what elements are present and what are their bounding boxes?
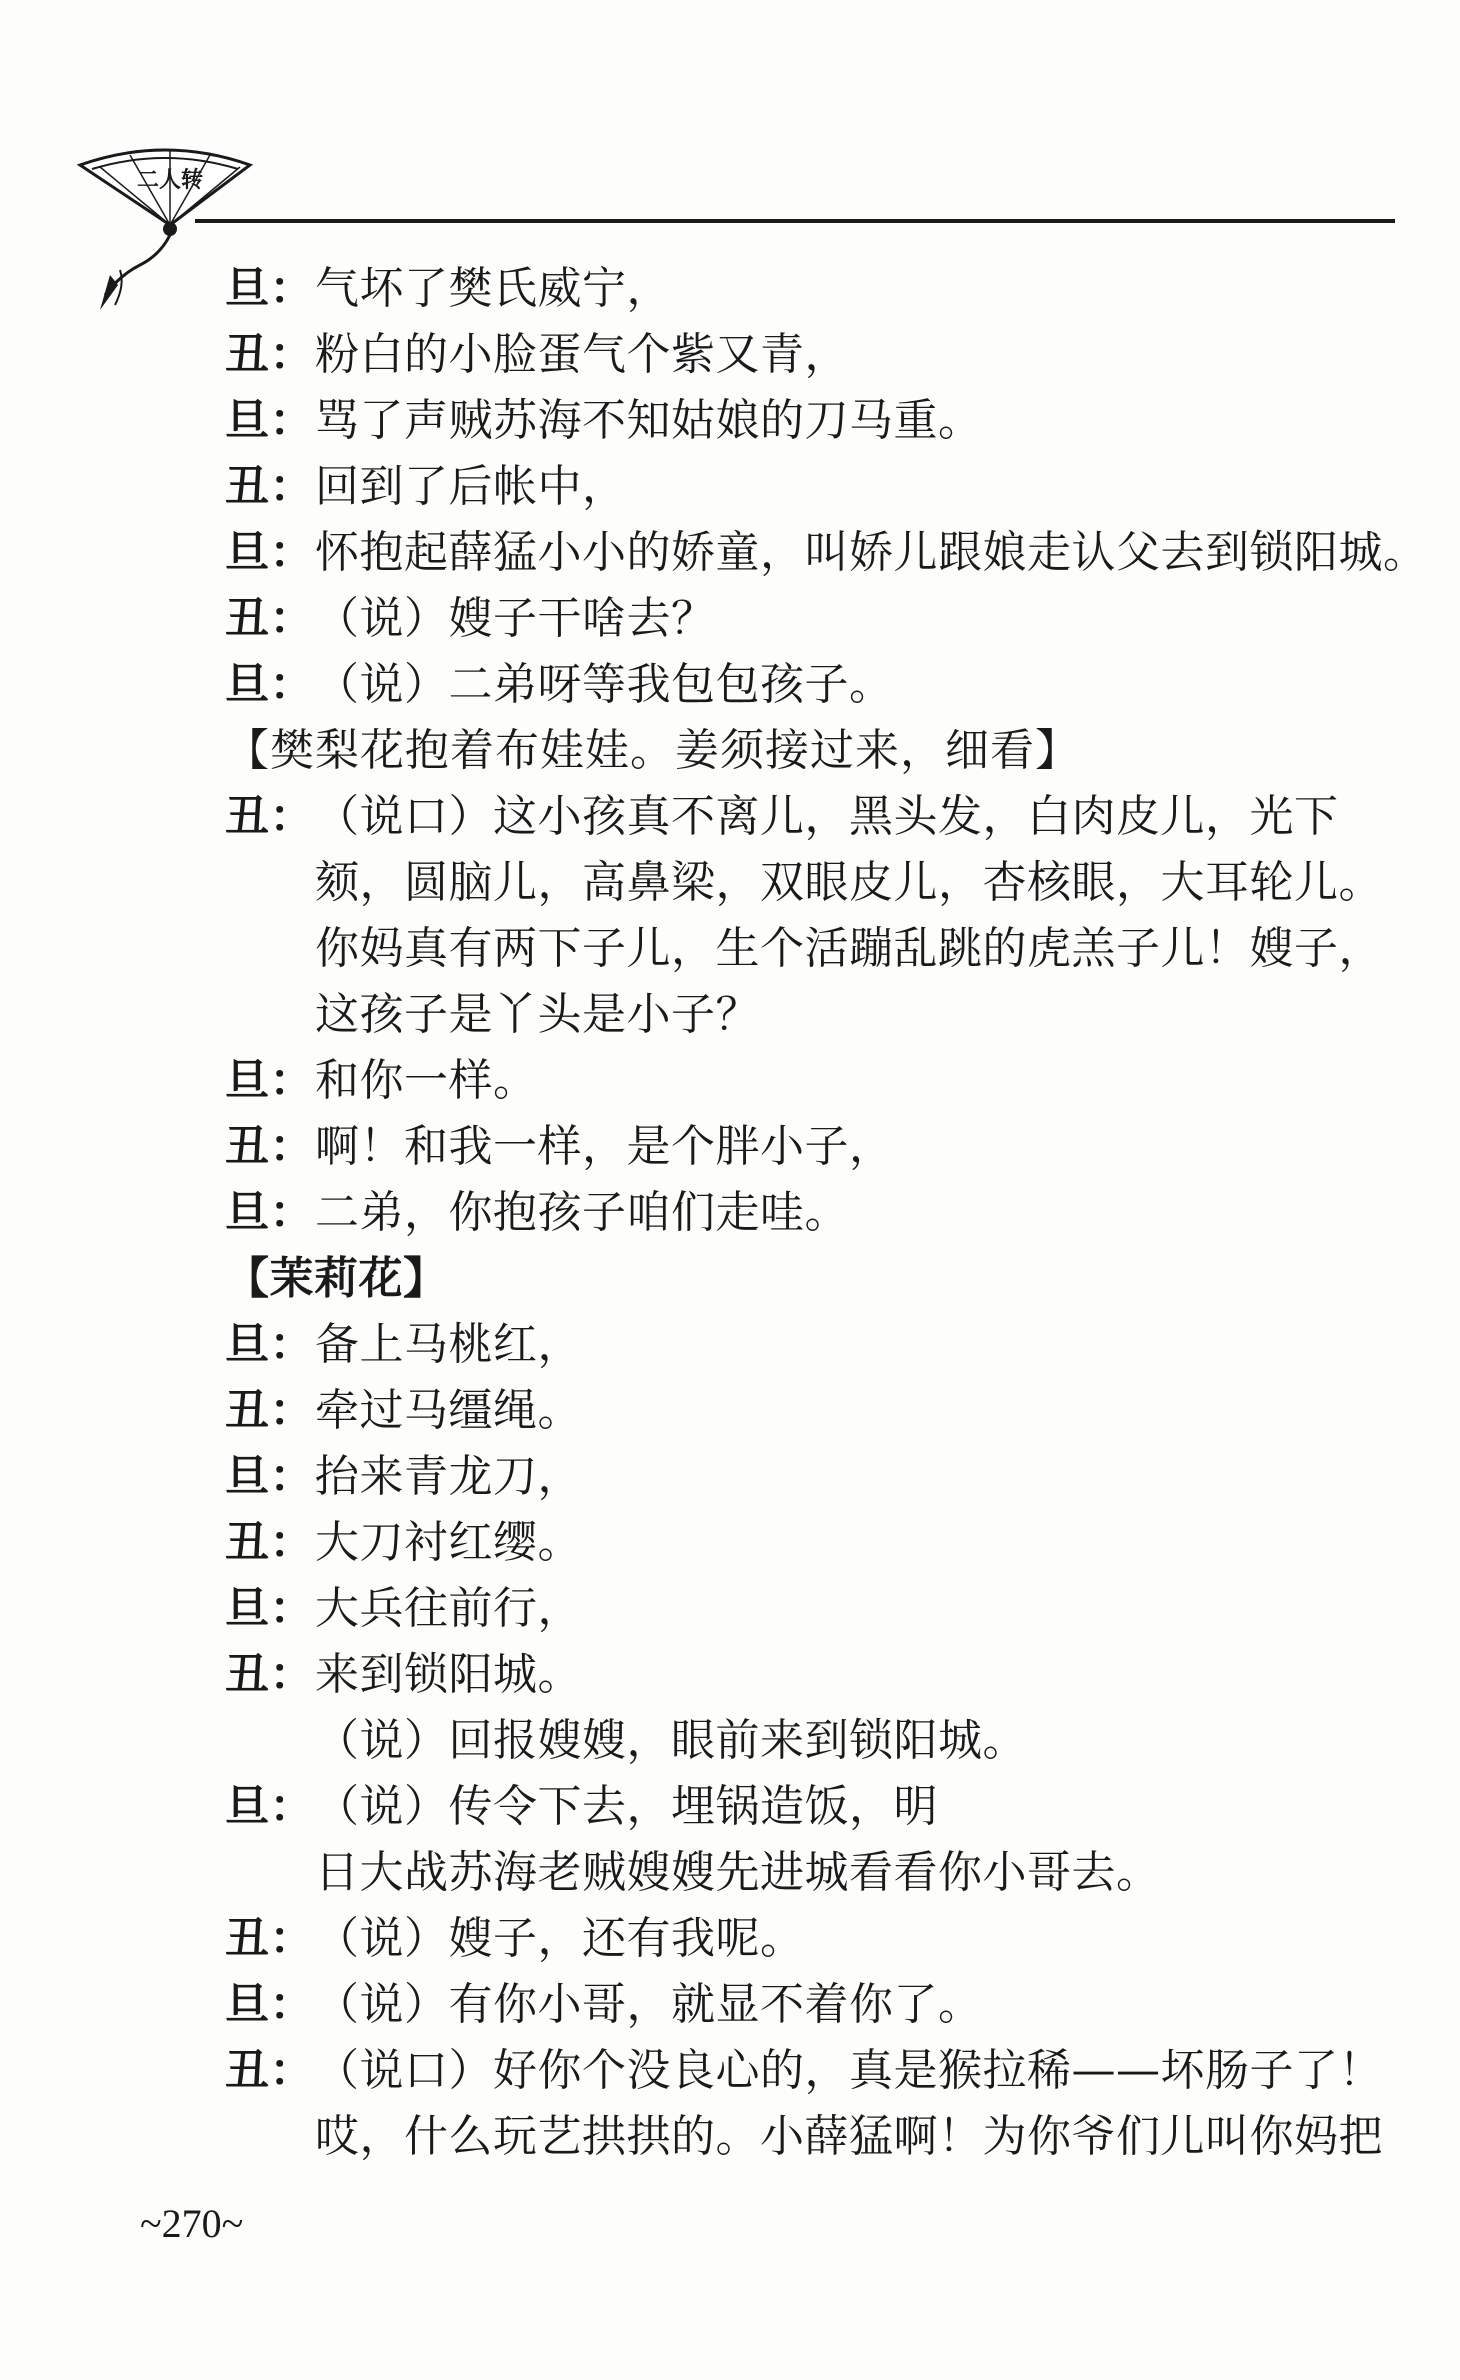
dialogue-line — [225, 1972, 1405, 2038]
dialogue-line — [225, 388, 1405, 454]
dialogue-text: 啊！和我一样，是个胖小子， — [315, 1121, 894, 1172]
script-body — [225, 256, 1428, 2170]
dialogue-text: 来到锁阳城。 — [315, 1649, 582, 1700]
dialogue-text: 备上马桃红， — [315, 1319, 582, 1370]
dialogue-line — [225, 1444, 1405, 1510]
speaker-label: 丑： — [225, 1121, 314, 1172]
dialogue-text: 粉白的小脸蛋气个紫又青， — [315, 329, 849, 380]
dialogue-line — [225, 520, 1428, 586]
dialogue-line — [225, 1510, 1405, 1576]
speaker-label: 丑： — [225, 461, 314, 512]
speaker-label: 丑： — [225, 1913, 314, 1964]
dialogue-text: 大兵往前行， — [315, 1583, 582, 1634]
dialogue-text: 牵过马缰绳。 — [315, 1385, 582, 1436]
dialogue-line — [225, 1906, 1405, 1972]
header-rule — [195, 219, 1395, 223]
dialogue-continuation: 这孩子是丫头是小子？ — [315, 989, 760, 1040]
dialogue-line — [225, 1774, 1405, 1840]
dialogue-line — [225, 1576, 1405, 1642]
tune-title: 【茉莉花】 — [225, 1253, 448, 1304]
speaker-label: 旦： — [225, 395, 314, 446]
dialogue-text: 怀抱起薛猛小小的娇童，叫娇儿跟娘走认父去到锁阳城。 — [315, 527, 1428, 578]
dialogue-continuation: 日大战苏海老贼嫂嫂先进城看看你小哥去。 — [315, 1847, 1161, 1898]
dialogue-line — [225, 1312, 1405, 1378]
speaker-label: 旦： — [225, 1451, 314, 1502]
speaker-label: 旦： — [225, 1781, 314, 1832]
dialogue-continuation: 你妈真有两下子儿，生个活蹦乱跳的虎羔子儿！嫂子， — [315, 923, 1383, 974]
dialogue-line — [225, 1180, 1405, 1246]
dialogue-text: 二弟，你抱孩子咱们走哇。 — [315, 1187, 849, 1238]
speaker-label: 丑： — [225, 1385, 314, 1436]
dialogue-line — [225, 2038, 1405, 2104]
dialogue-text: 和你一样。 — [315, 1055, 538, 1106]
dialogue-line — [225, 1048, 1405, 1114]
speaker-label: 旦： — [225, 263, 314, 314]
dialogue-text: （说）有你小哥，就显不着你了。 — [315, 1979, 983, 2030]
stage-direction: 【樊梨花抱着布娃娃。姜须接过来，细看】 — [225, 725, 1080, 776]
dialogue-continuation: 哎，什么玩艺拱拱的。小薛猛啊！为你爷们儿叫你妈把 — [315, 2111, 1383, 2162]
dialogue-line — [225, 652, 1405, 718]
speaker-label: 旦： — [225, 527, 314, 578]
speaker-label: 旦： — [225, 1979, 314, 2030]
dialogue-continuation: （说）回报嫂嫂，眼前来到锁阳城。 — [315, 1715, 1027, 1766]
dialogue-text: （说口）好你个没良心的，真是猴拉稀——坏肠子了！ — [315, 2045, 1383, 2096]
speaker-label: 旦： — [225, 1319, 314, 1370]
dialogue-text: （说口）这小孩真不离儿，黑头发，白肉皮儿，光下 — [315, 791, 1339, 842]
speaker-label: 旦： — [225, 659, 314, 710]
dialogue-text: （说）嫂子，还有我呢。 — [315, 1913, 805, 1964]
dialogue-line — [225, 322, 1405, 388]
dialogue-line — [225, 586, 1405, 652]
dialogue-text: 回到了后帐中， — [315, 461, 627, 512]
emblem-text: 二人转 — [136, 168, 204, 193]
dialogue-line — [225, 1114, 1405, 1180]
dialogue-text: 骂了声贼苏海不知姑娘的刀马重。 — [315, 395, 983, 446]
dialogue-text: （说）传令下去，埋锅造饭，明 — [315, 1781, 938, 1832]
speaker-label: 丑： — [225, 329, 314, 380]
dialogue-line — [225, 1642, 1405, 1708]
speaker-label: 丑： — [225, 1517, 314, 1568]
dialogue-text: 气坏了樊氏威宁， — [315, 263, 671, 314]
dialogue-line — [225, 784, 1405, 850]
dialogue-line — [225, 1378, 1405, 1444]
dialogue-text: 大刀衬红缨。 — [315, 1517, 582, 1568]
speaker-label: 旦： — [225, 1583, 314, 1634]
dialogue-text: （说）嫂子干啥去？ — [315, 593, 716, 644]
dialogue-line — [225, 454, 1405, 520]
speaker-label: 丑： — [225, 1649, 314, 1700]
dialogue-text: （说）二弟呀等我包包孩子。 — [315, 659, 894, 710]
dialogue-text: 抬来青龙刀， — [315, 1451, 582, 1502]
dialogue-continuation: 颏，圆脑儿，高鼻梁，双眼皮儿，杏核眼，大耳轮儿。 — [315, 857, 1383, 908]
speaker-label: 旦： — [225, 1055, 314, 1106]
speaker-label: 丑： — [225, 593, 314, 644]
speaker-label: 丑： — [225, 791, 314, 842]
speaker-label: 丑： — [225, 2045, 314, 2096]
page-number: ~270~ — [140, 2201, 244, 2246]
speaker-label: 旦： — [225, 1187, 314, 1238]
dialogue-line — [225, 256, 1405, 322]
